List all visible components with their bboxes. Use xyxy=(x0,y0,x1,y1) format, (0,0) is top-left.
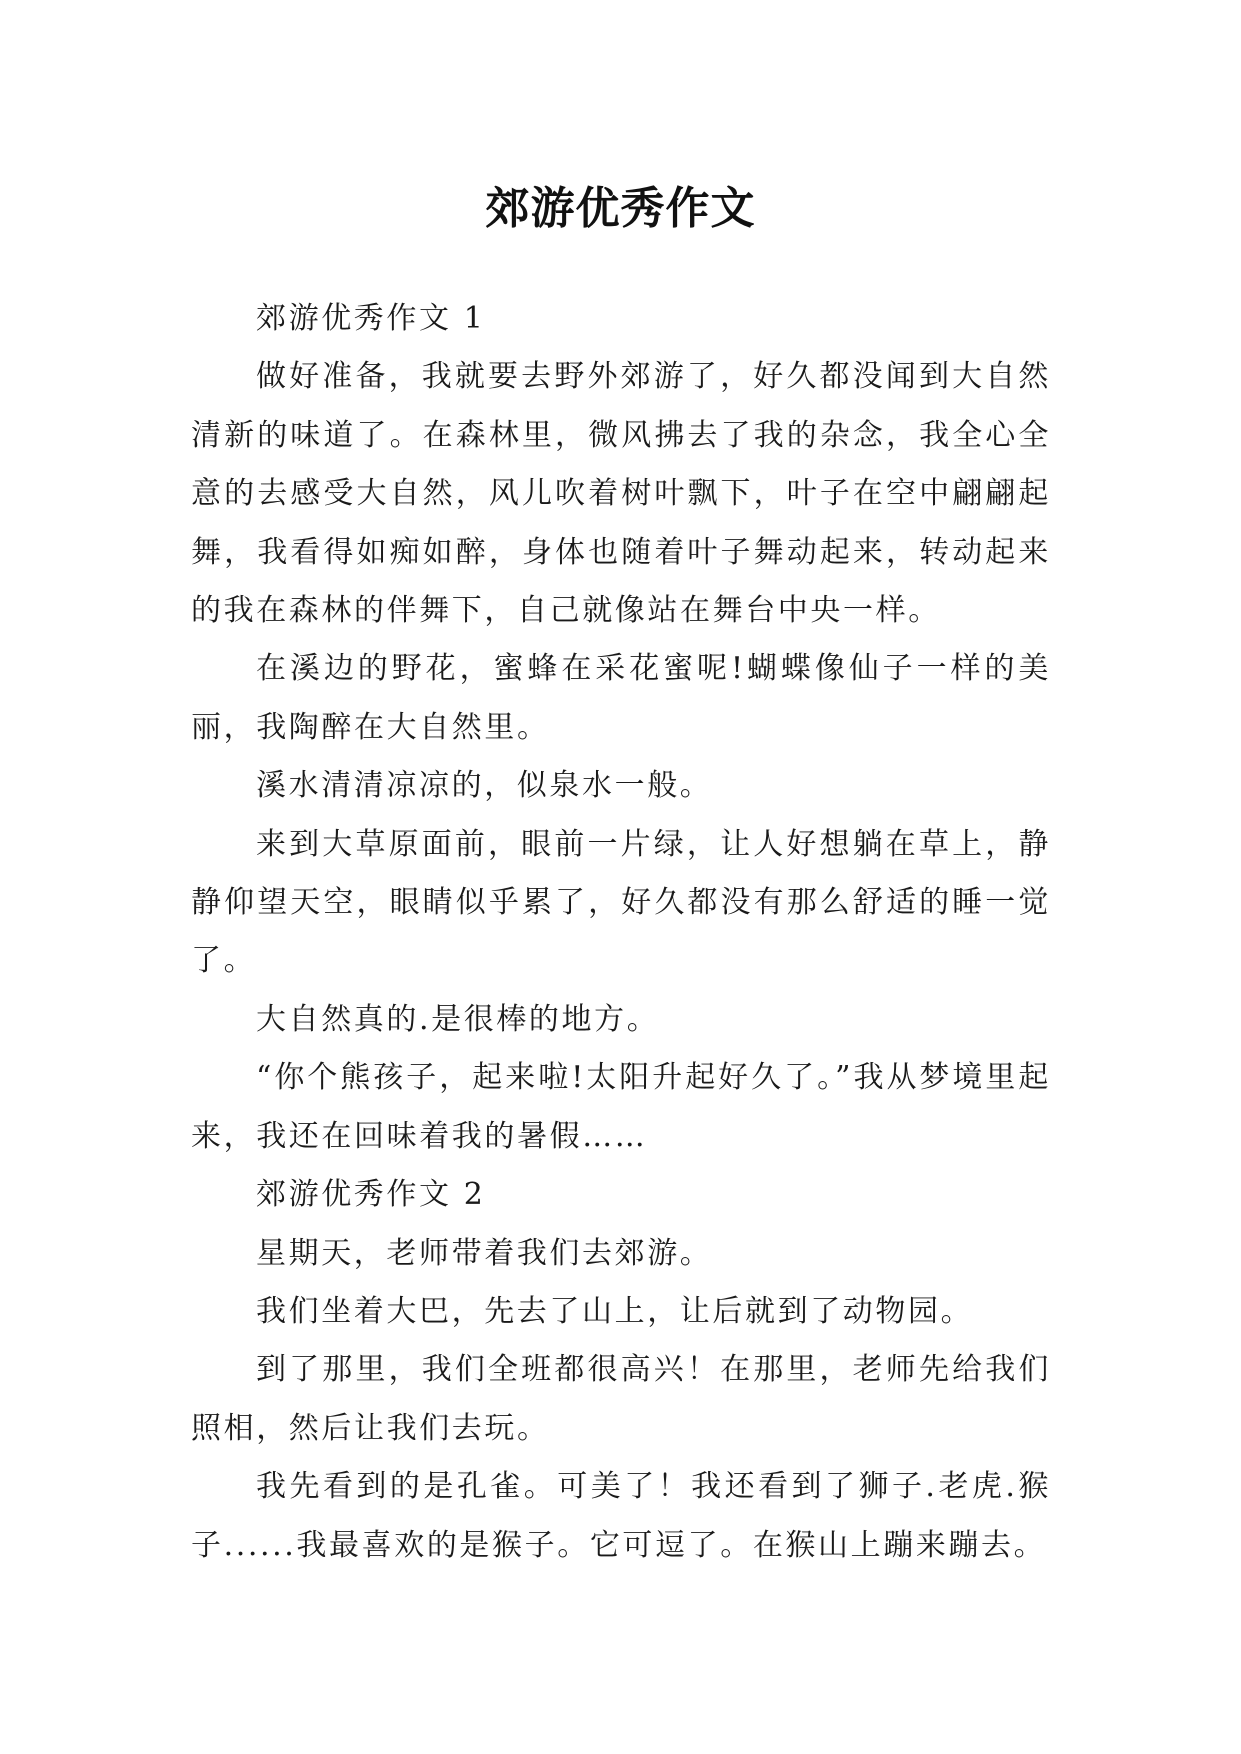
paragraph: 做好准备，我就要去野外郊游了，好久都没闻到大自然清新的味道了。在森林里，微风拂去了我的杂念，我全心全意的去感受大自然，风儿吹着树叶飘下，叶子在空中翩翩起舞，我看得如痴如醉，身体也随着叶子舞动起来，转动起来的我在森林的伴舞下，自己就像站在舞台中央一样。 xyxy=(191,359,1051,629)
paragraph: 到了那里，我们全班都很高兴！在那里，老师先给我们照相，然后让我们去玩。 xyxy=(191,1352,1051,1446)
paragraph: 来到大草原面前，眼前一片绿，让人好想躺在草上，静静仰望天空，眼睛似乎累了，好久都没有那么舒适的睡一觉了。 xyxy=(191,826,1051,979)
paragraph: 我先看到的是孔雀。可美了！我还看到了狮子.老虎.猴子......我最喜欢的是猴子。它可逗了。在猴山上蹦来蹦去。 xyxy=(191,1469,1051,1563)
section-heading-1: 郊游优秀作文 1 xyxy=(256,301,486,336)
paragraph: “你个熊孩子，起来啦!太阳升起好久了。”我从梦境里起来，我还在回味着我的暑假…… xyxy=(191,1060,1051,1154)
paragraph: 在溪边的野花，蜜蜂在采花蜜呢!蝴蝶像仙子一样的美丽，我陶醉在大自然里。 xyxy=(191,651,1051,745)
document-title: 郊游优秀作文 xyxy=(485,183,756,235)
paragraph: 星期天，老师带着我们去郊游。 xyxy=(256,1235,713,1271)
paragraph: 我们坐着大巴，先去了山上，让后就到了动物园。 xyxy=(256,1293,974,1329)
section-heading-2: 郊游优秀作文 2 xyxy=(256,1177,486,1213)
paragraph: 大自然真的.是很棒的地方。 xyxy=(256,1001,660,1037)
paragraph: 溪水清清凉凉的，似泉水一般。 xyxy=(256,768,713,804)
document-body xyxy=(191,290,1051,1575)
